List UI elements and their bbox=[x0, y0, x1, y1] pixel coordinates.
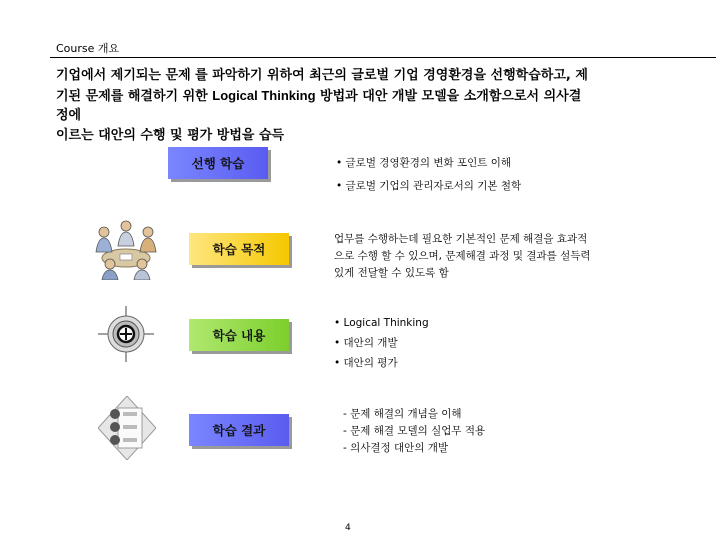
result-box bbox=[189, 414, 289, 446]
result-description bbox=[343, 406, 485, 457]
bullet-list-icon bbox=[98, 396, 156, 460]
intro-line-3: 정에 bbox=[56, 108, 82, 123]
target-crosshair-icon bbox=[98, 306, 154, 362]
result-label: 학습 결과 bbox=[212, 423, 266, 438]
content-box bbox=[189, 319, 289, 351]
result-item: - 문제 해결 모델의 실업무 적용 bbox=[343, 425, 486, 437]
prestudy-item: • 글로벌 기업의 관리자로서의 기본 철학 bbox=[336, 180, 522, 192]
intro-line-4: 이르는 대안의 수행 및 평가 방법을 습득 bbox=[56, 128, 285, 143]
purpose-line: 업무를 수행하는데 필요한 기본적인 문제 해결을 효과적 bbox=[334, 233, 588, 245]
intro-line-2 bbox=[56, 86, 581, 107]
content-item: • 대안의 개발 bbox=[334, 337, 398, 349]
page-number: 4 bbox=[345, 523, 351, 533]
content-description bbox=[334, 313, 429, 373]
prestudy-box bbox=[168, 147, 268, 179]
content-label: 학습 내용 bbox=[212, 328, 266, 343]
intro-line-2-pre: 기된 문제를 해결하기 위한 bbox=[56, 89, 213, 104]
purpose-description bbox=[334, 231, 591, 282]
content-item: • Logical Thinking bbox=[334, 317, 429, 329]
header-divider bbox=[50, 57, 716, 58]
prestudy-item: • 글로벌 경영환경의 변화 포인트 이해 bbox=[336, 157, 512, 169]
course-overview-title: Course 개요 bbox=[56, 42, 120, 55]
result-item: - 의사결정 대안의 개발 bbox=[343, 442, 449, 454]
result-item: - 문제 해결의 개념을 이해 bbox=[343, 408, 462, 420]
intro-line-2-en: Logical Thinking bbox=[212, 88, 316, 103]
purpose-label: 학습 목적 bbox=[212, 242, 266, 257]
prestudy-label: 선행 학습 bbox=[191, 156, 245, 171]
intro-line-2-post: 방법과 대안 개발 모델을 소개함으로서 의사결 bbox=[315, 89, 582, 104]
meeting-people-icon bbox=[90, 218, 162, 280]
purpose-line: 있게 전달할 수 있도록 함 bbox=[334, 267, 449, 279]
content-item: • 대안의 평가 bbox=[334, 357, 398, 369]
intro-line-1: 기업에서 제기되는 문제 를 파악하기 위하여 최근의 글로벌 기업 경영환경을 선행학습하고, 제 bbox=[56, 68, 588, 83]
purpose-line: 으로 수행 할 수 있으며, 문제해결 과정 및 결과를 설득력 bbox=[334, 250, 591, 262]
prestudy-description bbox=[336, 155, 521, 195]
purpose-box bbox=[189, 233, 289, 265]
